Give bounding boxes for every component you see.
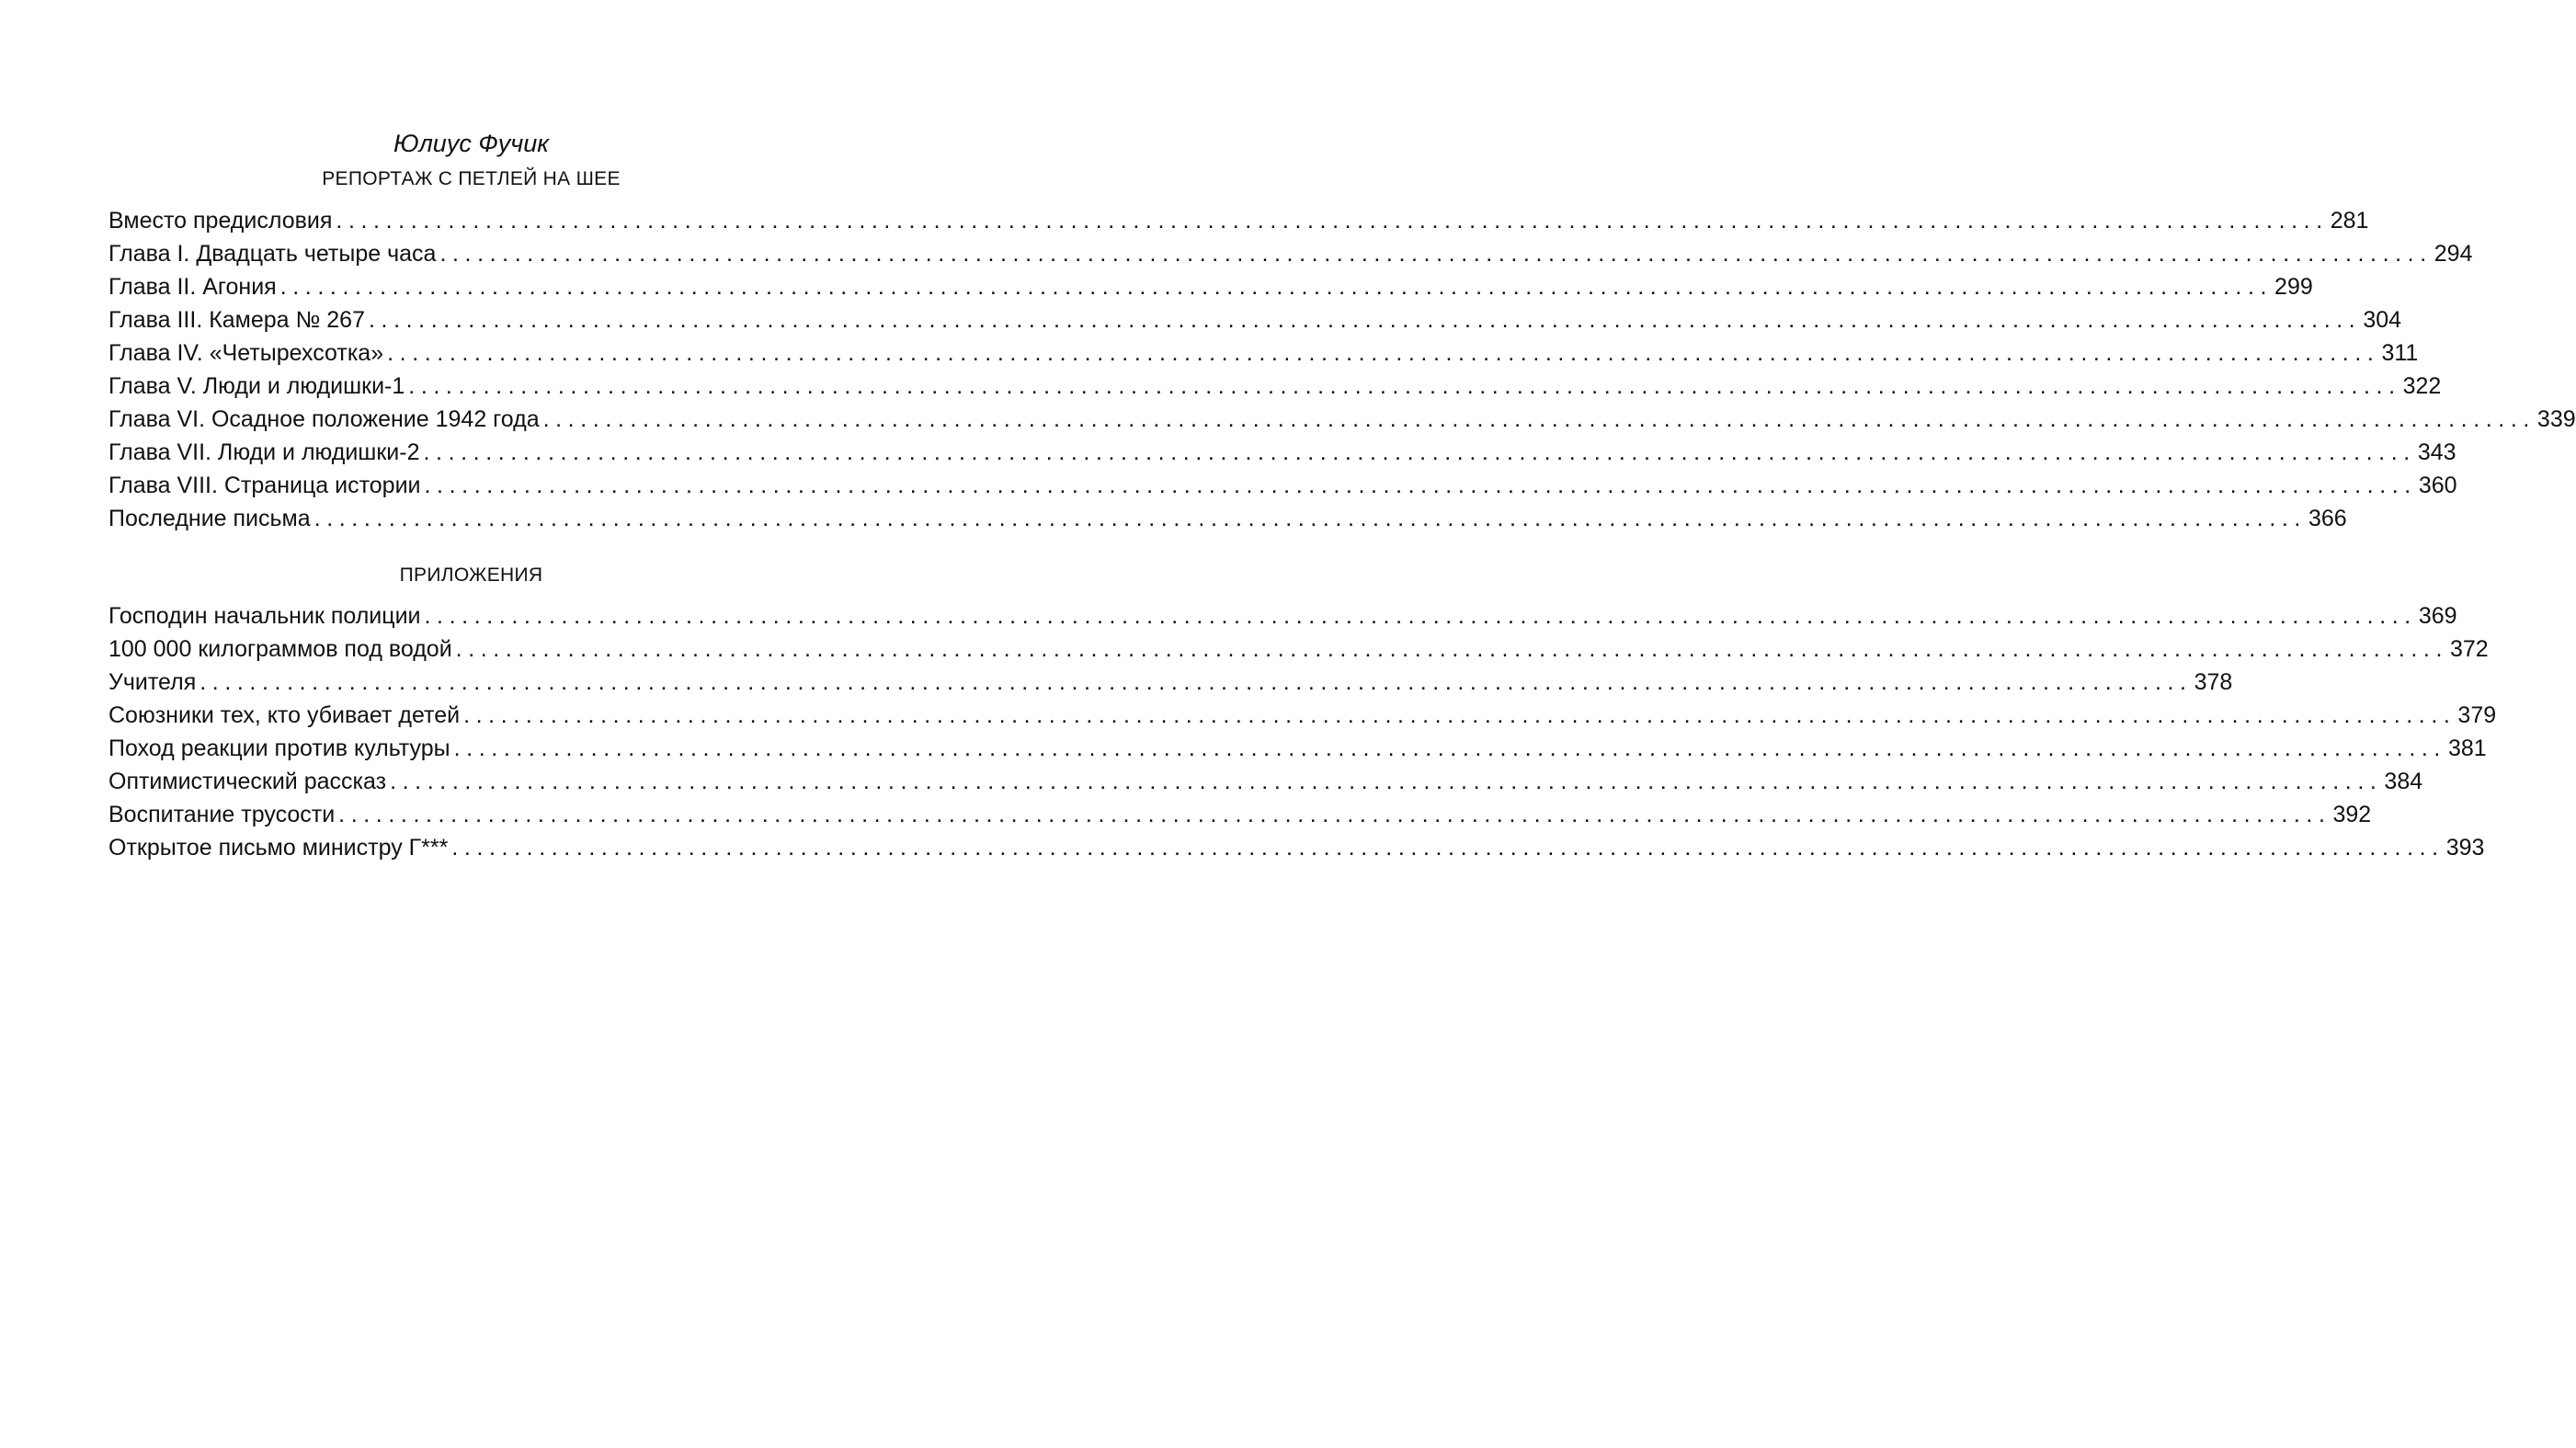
toc-entry-title: Глава VIII. Страница истории bbox=[108, 473, 421, 498]
toc-entry bbox=[108, 732, 2487, 765]
toc-entry bbox=[108, 831, 2485, 864]
toc-dot-leader: ................................................................................................................................................................ bbox=[369, 307, 2362, 333]
toc-entry-title: Глава V. Люди и людишки-1 bbox=[108, 373, 405, 399]
toc-entry-page: 381 bbox=[2447, 735, 2487, 761]
toc-entry-page: 299 bbox=[2274, 274, 2313, 300]
toc-entry-title: 100 000 килограммов под водой bbox=[108, 636, 452, 662]
author-name: Юлиус Фучик bbox=[393, 130, 550, 157]
toc-entry bbox=[108, 270, 2313, 303]
toc-entry-title: Союзники тех, кто убивает детей bbox=[108, 702, 461, 728]
toc-dot-leader: ................................................................................................................................................................ bbox=[313, 506, 2307, 531]
toc-dot-leader: ................................................................................................................................................................ bbox=[424, 603, 2417, 629]
toc-entry-title: Воспитание трусости bbox=[108, 802, 336, 827]
toc-dot-leader: ................................................................................................................................................................ bbox=[453, 735, 2446, 761]
toc-dot-leader: ................................................................................................................................................................ bbox=[199, 669, 2193, 695]
toc-entry-page: 304 bbox=[2363, 307, 2402, 333]
toc-entry-title: Открытое письмо министру Г*** bbox=[108, 835, 449, 861]
toc-entry-page: 339 bbox=[2536, 406, 2576, 432]
toc-entry-title: Глава II. Агония bbox=[108, 274, 277, 300]
toc-entry bbox=[108, 336, 2419, 370]
toc-entry-page: 379 bbox=[2457, 702, 2497, 728]
toc-entry-page: 294 bbox=[2434, 241, 2473, 267]
toc-dot-leader: ................................................................................................................................................................ bbox=[338, 802, 2331, 827]
toc-entry-title: Учителя bbox=[108, 669, 197, 695]
toc-entry-title: Глава I. Двадцать четыре часа bbox=[108, 241, 437, 267]
toc-entry bbox=[108, 237, 2473, 270]
toc-dot-leader: ................................................................................................................................................................ bbox=[463, 702, 2456, 728]
toc-entry-title: Поход реакции против культуры bbox=[108, 735, 450, 761]
toc-entry-title: Последние письма bbox=[108, 506, 311, 531]
toc-entry bbox=[108, 436, 2456, 469]
toc-entry bbox=[108, 204, 2369, 237]
appendix-title: ПРИЛОЖЕНИЯ bbox=[399, 564, 543, 586]
toc-entry bbox=[108, 370, 2442, 403]
toc-entry-page: 366 bbox=[2308, 506, 2347, 531]
toc-dot-leader: ................................................................................................................................................................ bbox=[387, 340, 2380, 366]
toc-dot-leader: ................................................................................................................................................................ bbox=[390, 769, 2383, 794]
toc-dot-leader: ................................................................................................................................................................ bbox=[424, 473, 2417, 498]
toc-entry-page: 343 bbox=[2417, 439, 2456, 465]
toc-entry-title: Вместо предисловия bbox=[108, 208, 333, 234]
toc-entry bbox=[108, 403, 2576, 436]
toc-entry bbox=[108, 798, 2372, 831]
appendix-contents bbox=[108, 599, 2497, 864]
toc-dot-leader: ................................................................................................................................................................ bbox=[423, 439, 2416, 465]
toc-dot-leader: ................................................................................................................................................................ bbox=[542, 406, 2536, 432]
toc-entry bbox=[108, 699, 2497, 732]
toc-entry bbox=[108, 502, 2347, 535]
toc-dot-leader: ................................................................................................................................................................ bbox=[439, 241, 2433, 267]
toc-entry bbox=[108, 666, 2233, 699]
toc-dot-leader: ................................................................................................................................................................ bbox=[455, 636, 2448, 662]
toc-entry bbox=[108, 469, 2457, 502]
toc-entry-title: Господин начальник полиции bbox=[108, 603, 421, 629]
toc-dot-leader: ................................................................................................................................................................ bbox=[279, 274, 2274, 300]
toc-dot-leader: ................................................................................................................................................................ bbox=[408, 373, 2401, 399]
toc-entry-page: 311 bbox=[2381, 340, 2419, 366]
toc-entry bbox=[108, 599, 2457, 633]
toc-entry-title: Глава VII. Люди и людишки-2 bbox=[108, 439, 420, 465]
toc-entry bbox=[108, 303, 2402, 336]
toc-entry-page: 281 bbox=[2330, 208, 2369, 234]
toc-entry-title: Глава IV. «Четырехсотка» bbox=[108, 340, 384, 366]
toc-entry-page: 372 bbox=[2450, 636, 2489, 662]
toc-entry-page: 360 bbox=[2418, 473, 2457, 498]
toc-entry bbox=[108, 765, 2423, 798]
toc-entry-page: 392 bbox=[2332, 802, 2372, 827]
toc-entry-title: Глава III. Камера № 267 bbox=[108, 307, 365, 333]
toc-entry-page: 369 bbox=[2418, 603, 2457, 629]
table-of-contents bbox=[108, 204, 2576, 535]
toc-dot-leader: ................................................................................................................................................................ bbox=[451, 835, 2445, 861]
toc-entry bbox=[108, 633, 2489, 666]
toc-entry-page: 384 bbox=[2384, 769, 2423, 794]
toc-entry-title: Глава VI. Осадное положение 1942 года bbox=[108, 406, 540, 432]
toc-entry-page: 378 bbox=[2194, 669, 2233, 695]
toc-entry-title: Оптимистический рассказ bbox=[108, 769, 387, 794]
toc-entry-page: 393 bbox=[2445, 835, 2485, 861]
toc-dot-leader: ................................................................................................................................................................ bbox=[336, 208, 2329, 234]
section-title: РЕПОРТАЖ С ПЕТЛЕЙ НА ШЕЕ bbox=[322, 168, 621, 189]
toc-entry-page: 322 bbox=[2402, 373, 2442, 399]
